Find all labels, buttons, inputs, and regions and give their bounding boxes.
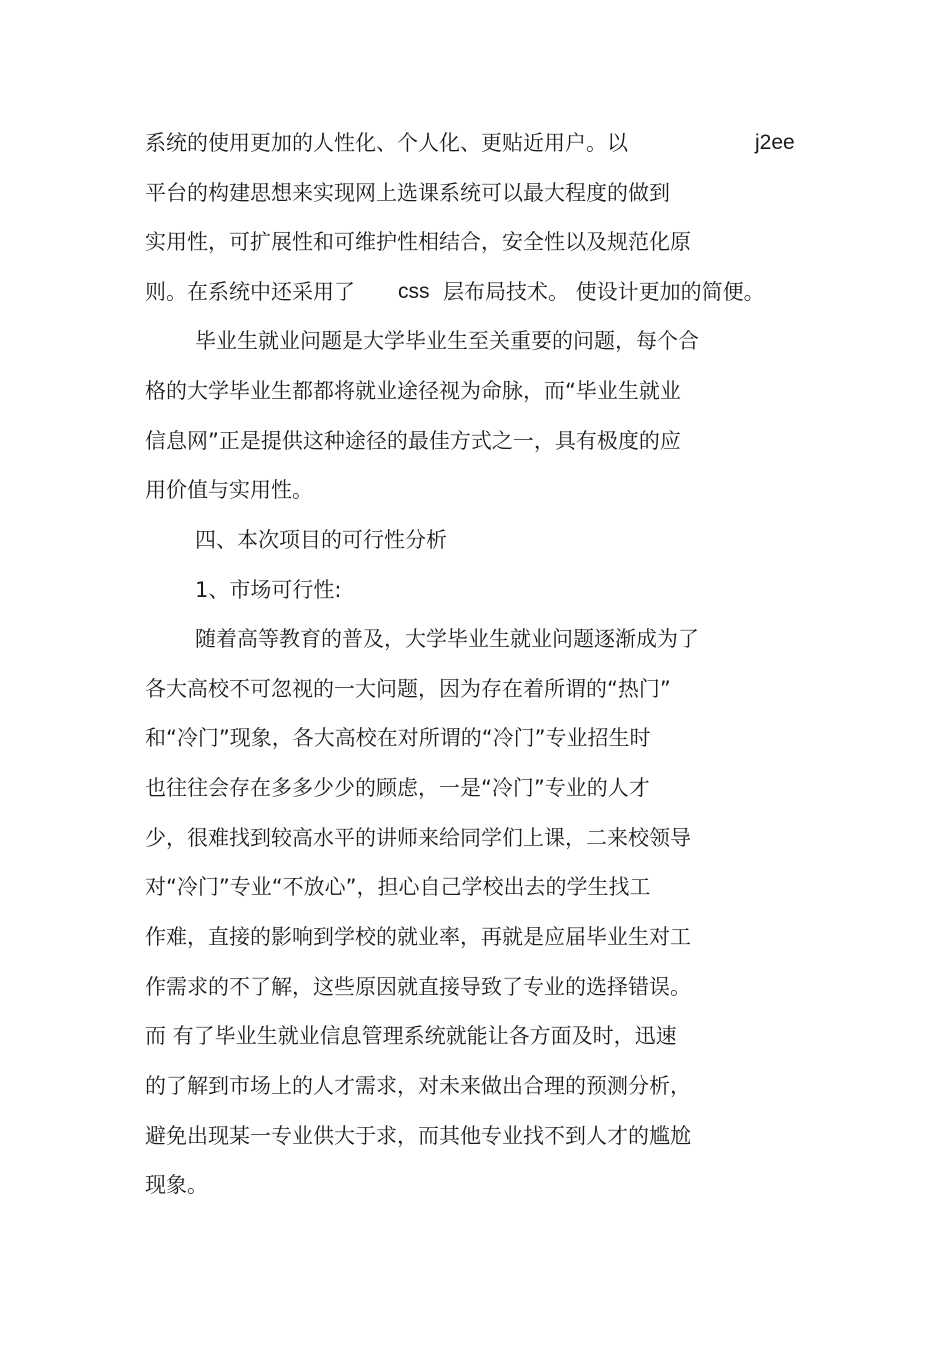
- paragraph3-line: 而 有了毕业生就业信息管理系统就能让各方面及时，迅速: [145, 1024, 677, 1048]
- paragraph3-line: 作难，直接的影响到学校的就业率，再就是应届毕业生对工: [145, 925, 691, 949]
- paragraph1-line3: 实用性，可扩展性和可维护性相结合，安全性以及规范化原: [145, 230, 691, 254]
- paragraph3-line: 随着高等教育的普及，大学毕业生就业问题逐渐成为了: [195, 627, 699, 651]
- section-heading: 四、本次项目的可行性分析: [195, 528, 447, 552]
- paragraph3-line: 少，很难找到较高水平的讲师来给同学们上课，二来校领导: [145, 826, 691, 850]
- subsection-heading: 1、市场可行性:: [195, 578, 342, 602]
- paragraph3-line: 避免出现某一专业供大于求，而其他专业找不到人才的尴尬: [145, 1124, 691, 1148]
- paragraph1-term-css: css: [398, 280, 430, 303]
- paragraph3-line: 作需求的不了解，这些原因就直接导致了专业的选择错误。: [145, 975, 691, 999]
- paragraph3-line: 的了解到市场上的人才需求，对未来做出合理的预测分析，: [145, 1074, 691, 1098]
- paragraph3-line: 也往往会存在多多少少的顾虑，一是“冷门”专业的人才: [145, 776, 650, 800]
- paragraph3-line: 各大高校不可忽视的一大问题，因为存在着所谓的“热门”: [145, 677, 671, 701]
- paragraph3-line: 对“冷门”专业“不放心”，担心自己学校出去的学生找工: [145, 875, 651, 899]
- paragraph3-line: 现象。: [145, 1173, 208, 1197]
- paragraph1-line2: 平台的构建思想来实现网上选课系统可以最大程度的做到: [145, 181, 670, 205]
- paragraph1-term-j2ee: j2ee: [755, 131, 795, 154]
- paragraph2-line4: 用价值与实用性。: [145, 478, 313, 502]
- paragraph2-line2: 格的大学毕业生都都将就业途径视为命脉，而“毕业生就业: [145, 379, 681, 403]
- paragraph1-line1: 系统的使用更加的人性化、个人化、更贴近用户。以: [145, 131, 628, 155]
- paragraph2-line3: 信息网”正是提供这种途径的最佳方式之一，具有极度的应: [145, 429, 681, 453]
- paragraph2-line1: 毕业生就业问题是大学毕业生至关重要的问题，每个合: [195, 329, 699, 353]
- paragraph3-line: 和“冷门”现象，各大高校在对所谓的“冷门”专业招生时: [145, 726, 651, 750]
- paragraph1-line4-start: 则。在系统中还采用了: [145, 280, 355, 304]
- paragraph1-line4-end: 层布局技术。 使设计更加的简便。: [443, 280, 765, 304]
